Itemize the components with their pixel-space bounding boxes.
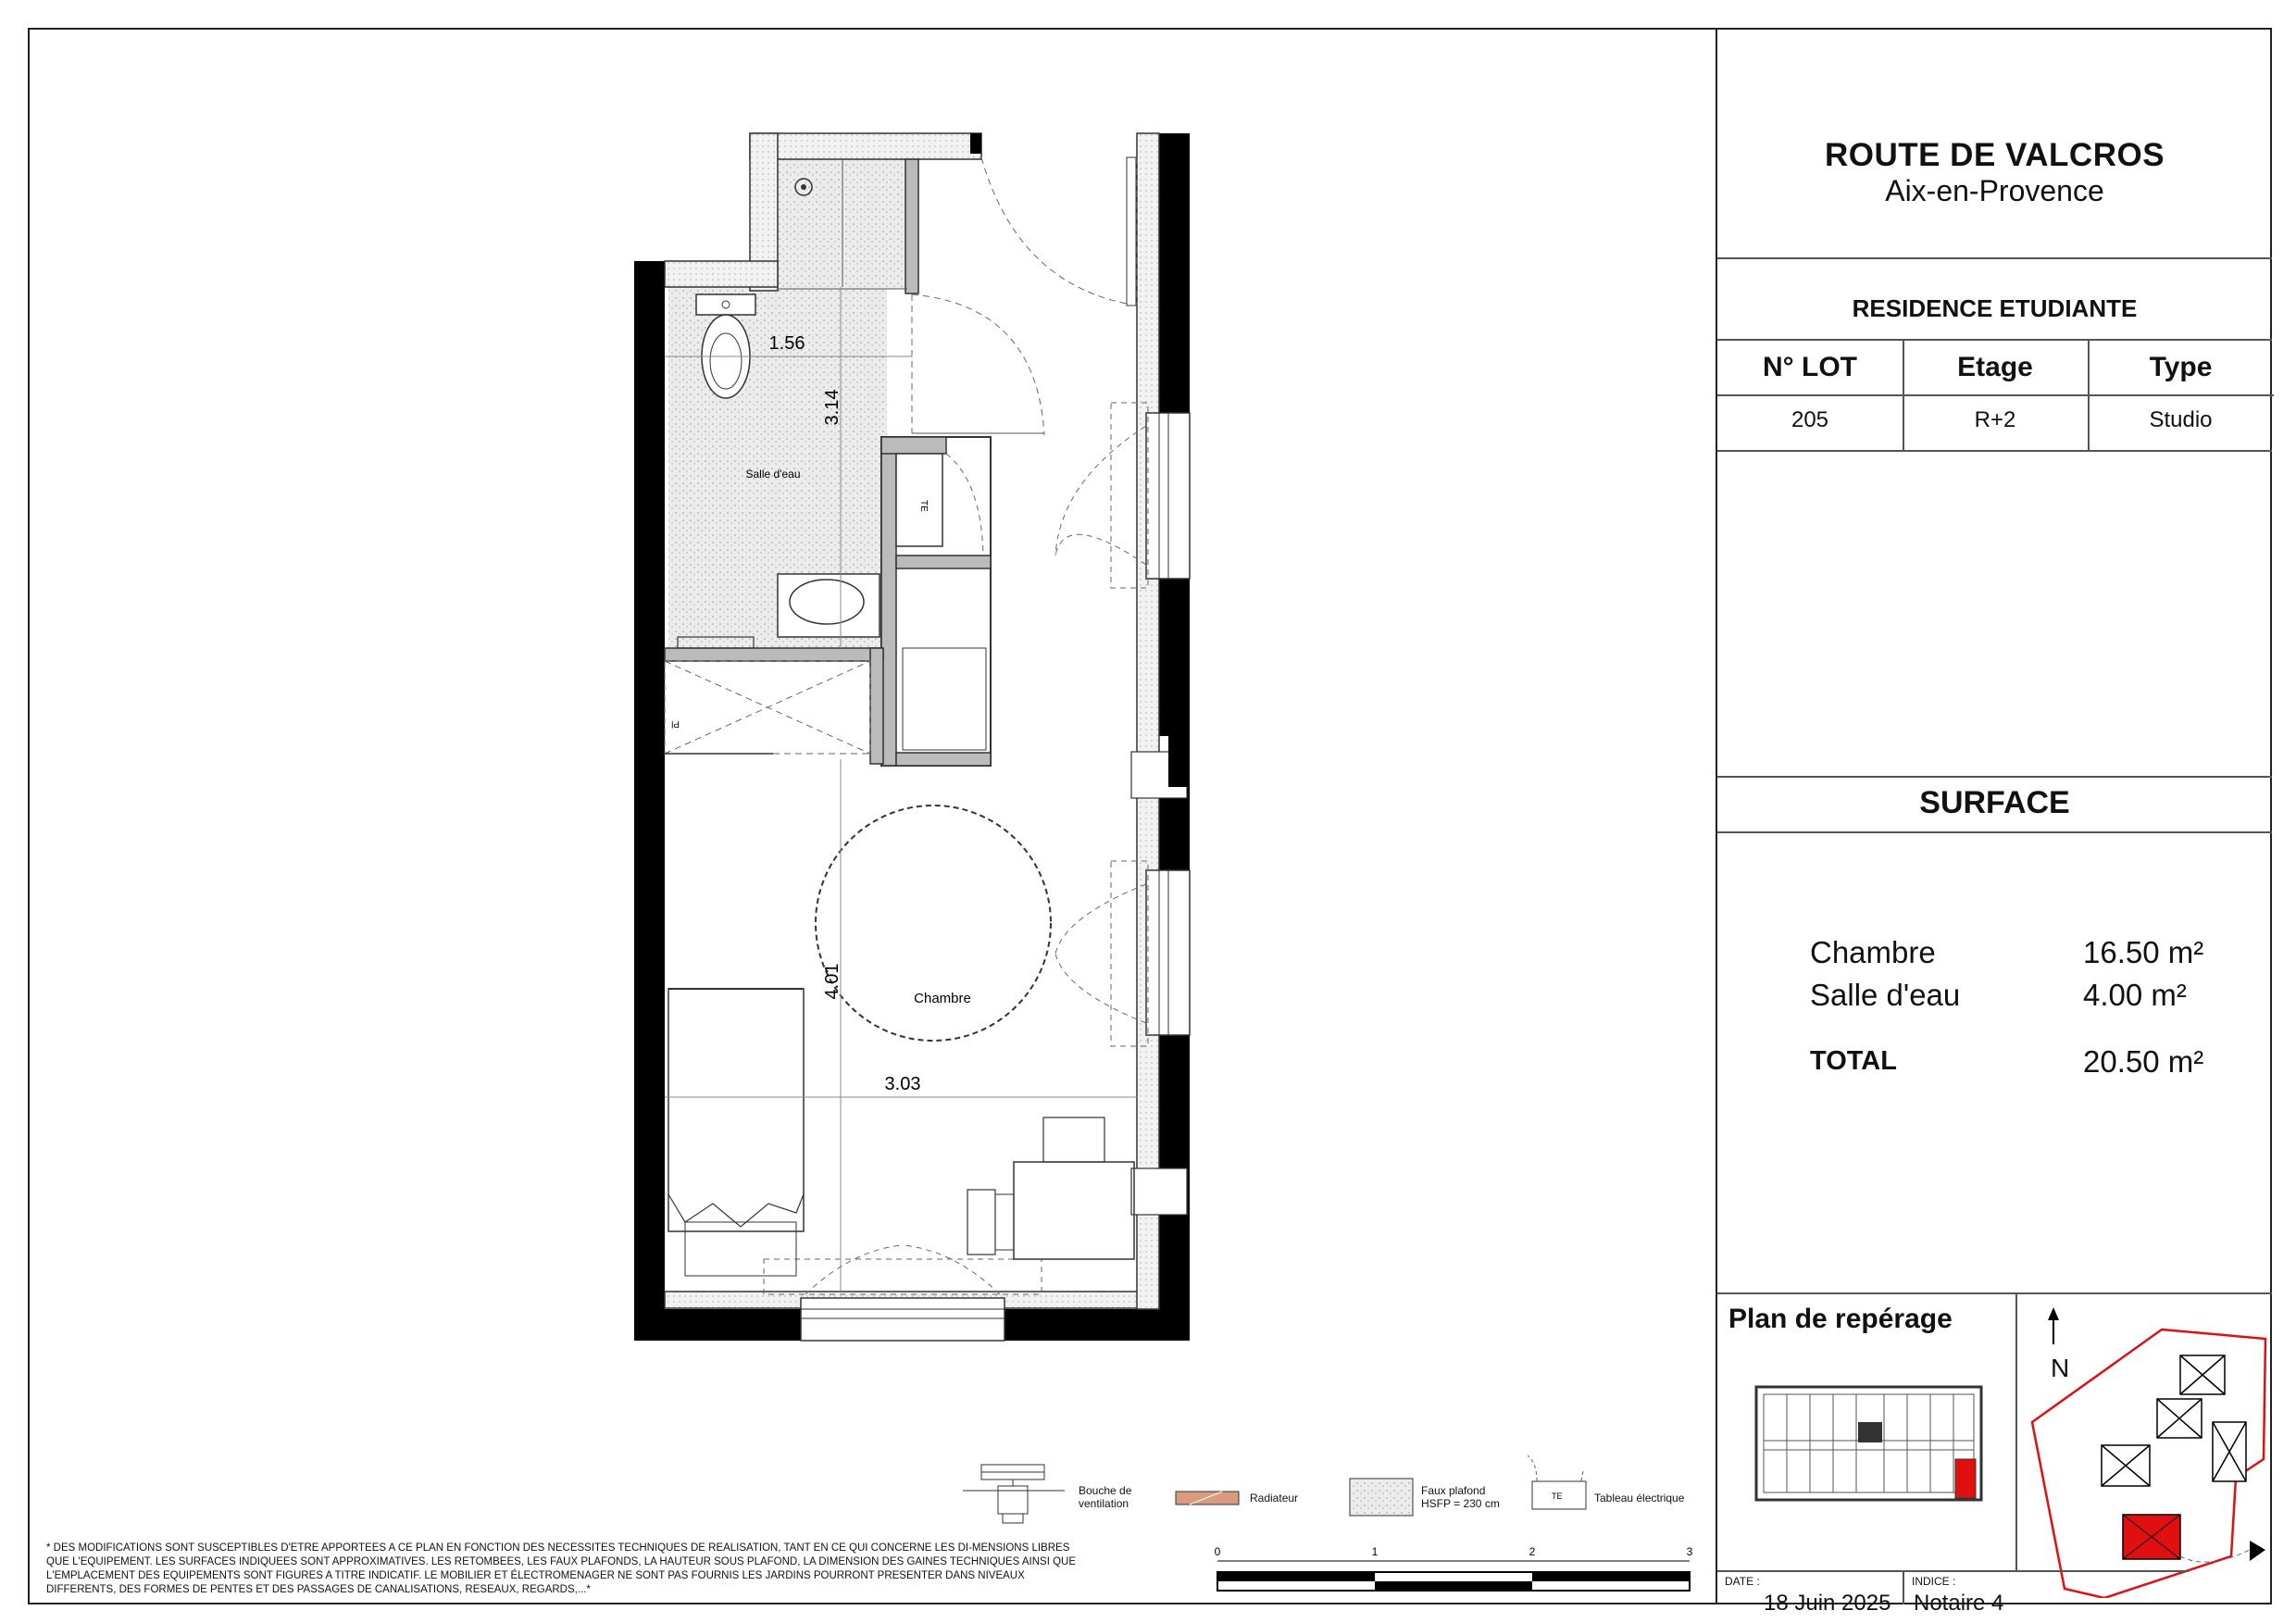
surface-label-salle-deau: Salle d'eau [1810, 978, 1961, 1012]
project-name: ROUTE DE VALCROS [1824, 137, 2165, 173]
type-value: Studio [2149, 407, 2213, 432]
etage-header: Etage [1957, 352, 2033, 382]
lot-table [1717, 339, 2274, 450]
legend-faux-plafond-label: Faux plafond HSFP = 230 cm [1421, 1484, 1500, 1510]
dim-room-length: 4.01 [822, 963, 842, 1000]
etage-value: R+2 [1974, 407, 2016, 432]
pl-tag: Pl [671, 718, 680, 729]
te-tag: TE [918, 500, 929, 512]
south-wall-left [634, 1309, 801, 1341]
disclaimer-text: * DES MODIFICATIONS SONT SUSCEPTIBLES D'ETRE APPORTEES A CE PLAN EN FONCTION DES NECESSITES TECHNIQUES DE REALISATION, TANT EN CE QUI CONCERNE LES DI-MENSIONS LIBRES QUE L'EQUIPEMENT. LES SURFACES INDIQUEES SONT APPROXIMATIVES. LES RETOMBEES, LES FAUX PLAFONDS, LA HAUTEUR SOUS PLAFOND, LA DIMENSION DES GAINES TECHNIQUES AINSI QUE L'EMPLACEMENT DES EQUIPEMENTS SONT FIGURES A TITRE INDICATIF. LE MOBILIER ET ÉLECTROMENAGER NE SONT PAS FOURNIS LES JARDINS POURRONT PRESENTER DANS NIVEAUX DIFFERENTS, DES FORMES DE PENTES ET DES PASSAGES DE CANALISATIONS, RESEAUX, REGARDS,...* [46, 1542, 1077, 1595]
north-label: N [2051, 1354, 2070, 1382]
project-city: Aix-en-Provence [1885, 174, 2104, 207]
total-label: TOTAL [1810, 1046, 1897, 1076]
dim-bath-width: 1.56 [768, 333, 805, 354]
east-wall-3 [1159, 787, 1190, 870]
dim-room-width: 3.03 [884, 1074, 921, 1094]
surface-title: SURFACE [1919, 785, 2070, 820]
indice-value: Notaire 4 [1914, 1591, 2004, 1616]
svg-text:2: 2 [1529, 1545, 1536, 1558]
surface-label-chambre: Chambre [1810, 935, 1936, 969]
type-header: Type [2149, 352, 2213, 382]
desk [1014, 1162, 1134, 1259]
total-value: 20.50 m² [2083, 1044, 2204, 1079]
surface-value-salle-deau: 4.00 m² [2083, 978, 2187, 1012]
east-wall-1 [1159, 133, 1190, 413]
dim-bath-length: 3.14 [822, 389, 842, 426]
legend-tableau-label: Tableau électrique [1594, 1492, 1685, 1504]
date-label: DATE : [1725, 1575, 1760, 1588]
svg-text:1: 1 [1371, 1545, 1379, 1558]
faux-plafond-swatch [1350, 1479, 1413, 1516]
lot-value: 205 [1791, 407, 1829, 432]
east-wall-2 [1159, 579, 1190, 736]
west-wall [634, 261, 665, 1341]
residence-label: RESIDENCE ETUDIANTE [1852, 294, 2138, 322]
legend-bouche-label: Bouche de ventilation [1079, 1484, 1132, 1510]
repere-title: Plan de repérage [1728, 1304, 1953, 1334]
svg-text:3: 3 [1686, 1545, 1693, 1558]
site-plan [2023, 1292, 2273, 1598]
lot-header: N° LOT [1763, 352, 1857, 382]
key-plan-building [1754, 1357, 1986, 1505]
svg-text:0: 0 [1214, 1545, 1221, 1558]
svg-text:TE: TE [1552, 1492, 1563, 1501]
chair [1043, 1117, 1104, 1162]
south-window [801, 1298, 1004, 1341]
bed [668, 989, 804, 1231]
indice-label: INDICE : [1912, 1575, 1956, 1588]
scale-bar [1215, 1545, 1693, 1591]
legend-radiateur-label: Radiateur [1250, 1492, 1299, 1504]
room-label-salle-deau: Salle d'eau [745, 468, 801, 481]
surface-value-chambre: 16.50 m² [2083, 935, 2204, 969]
room-label-chambre: Chambre [914, 991, 971, 1006]
lot-highlight [1955, 1459, 1976, 1498]
date-value: 18 Juin 2025 [1764, 1591, 1891, 1616]
title-block [1716, 28, 2272, 1616]
